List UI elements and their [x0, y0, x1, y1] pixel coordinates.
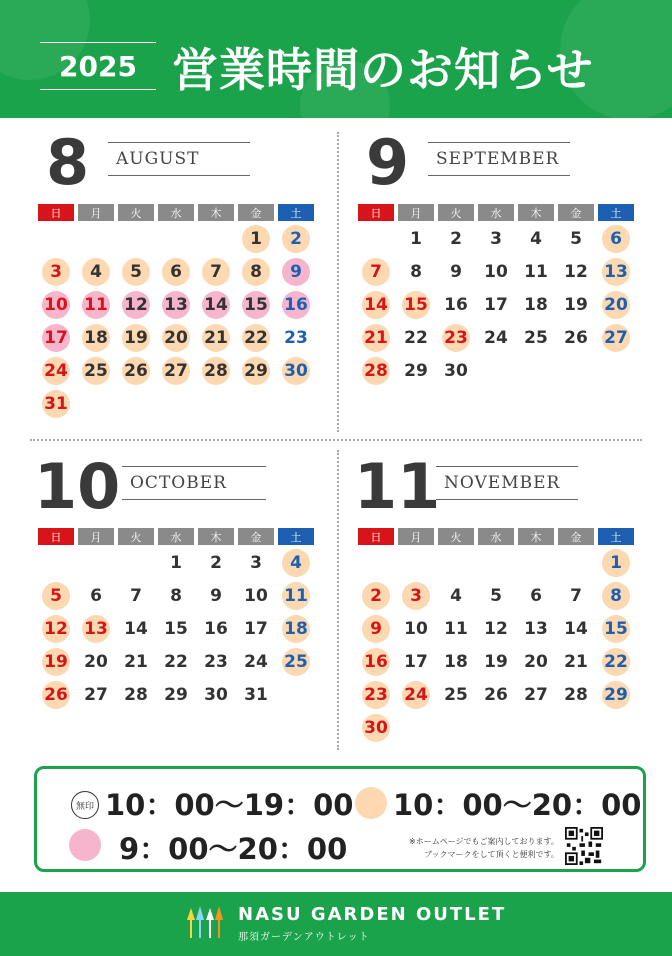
normal-hours: 10：00〜19：00 — [105, 788, 354, 822]
pink-swatch — [69, 829, 101, 861]
calendar-november — [354, 450, 643, 756]
calendar-day: 22 — [404, 328, 428, 348]
weekday-1: 月 — [398, 204, 434, 221]
vertical-divider-bottom — [337, 450, 339, 750]
outlet-name: NASU GARDEN OUTLET — [238, 904, 507, 925]
calendar-day: 8 — [410, 262, 422, 282]
calendar-day: 18 — [82, 324, 110, 352]
calendar-day: 14 — [564, 619, 588, 639]
weekday-3: 水 — [158, 528, 194, 545]
month-number: 11 — [354, 450, 441, 523]
calendar-day: 27 — [162, 357, 190, 385]
calendar-day: 9 — [362, 615, 390, 643]
weekday-1: 月 — [398, 528, 434, 545]
calendar-day: 1 — [242, 225, 270, 253]
month-name: OCTOBER — [122, 466, 266, 500]
weekday-5: 金 — [558, 528, 594, 545]
calendar-day: 10 — [42, 291, 70, 319]
calendar-day: 23 — [442, 324, 470, 352]
calendar-day: 6 — [162, 258, 190, 286]
weekday-6: 土 — [278, 204, 314, 221]
calendar-day: 17 — [244, 619, 268, 639]
calendar-day: 28 — [564, 685, 588, 705]
month-name: SEPTEMBER — [428, 142, 570, 176]
calendar-day: 4 — [82, 258, 110, 286]
calendar-day: 17 — [484, 295, 508, 315]
calendar-day: 1 — [410, 229, 422, 249]
calendar-day: 13 — [162, 291, 190, 319]
calendar-day: 8 — [602, 582, 630, 610]
calendar-day: 7 — [130, 586, 142, 606]
calendar-day: 8 — [242, 258, 270, 286]
calendar-day: 18 — [444, 652, 468, 672]
calendar-day: 13 — [602, 258, 630, 286]
calendar-day: 1 — [602, 549, 630, 577]
month-number: 10 — [34, 450, 121, 523]
calendar-day: 18 — [282, 615, 310, 643]
calendar-day: 9 — [450, 262, 462, 282]
calendar-day: 3 — [250, 553, 262, 573]
calendar-day: 20 — [162, 324, 190, 352]
calendar-day: 28 — [362, 357, 390, 385]
calendar-day: 25 — [524, 328, 548, 348]
calendar-day: 31 — [42, 390, 70, 418]
weekday-2: 火 — [118, 204, 154, 221]
calendar-day: 20 — [602, 291, 630, 319]
weekday-0: 日 — [358, 528, 394, 545]
weekday-0: 日 — [38, 204, 74, 221]
weekday-3: 水 — [478, 204, 514, 221]
calendar-day: 5 — [570, 229, 582, 249]
calendar-day: 11 — [444, 619, 468, 639]
free-badge: 無印 — [71, 791, 99, 819]
website-note — [409, 835, 559, 861]
weekday-4: 木 — [198, 204, 234, 221]
calendar-day: 21 — [362, 324, 390, 352]
calendar-day: 27 — [524, 685, 548, 705]
calendar-day: 6 — [530, 586, 542, 606]
month-name: NOVEMBER — [436, 466, 578, 500]
calendar-day: 29 — [242, 357, 270, 385]
weekday-4: 木 — [198, 528, 234, 545]
calendar-day: 7 — [362, 258, 390, 286]
weekday-1: 月 — [78, 528, 114, 545]
weekday-4: 木 — [518, 528, 554, 545]
note-line1: ※ホームページでもご案内しております。 — [409, 837, 559, 846]
calendar-day: 3 — [402, 582, 430, 610]
calendar-day: 3 — [490, 229, 502, 249]
calendar-day: 14 — [202, 291, 230, 319]
calendar-day: 28 — [124, 685, 148, 705]
calendar-day: 11 — [524, 262, 548, 282]
calendar-day: 2 — [282, 225, 310, 253]
weekday-header — [38, 204, 314, 221]
calendar-day: 17 — [42, 324, 70, 352]
calendar-day: 22 — [602, 648, 630, 676]
weekday-2: 火 — [118, 528, 154, 545]
horizontal-divider — [30, 439, 642, 441]
calendar-day: 16 — [282, 291, 310, 319]
calendar-day: 19 — [122, 324, 150, 352]
footer — [0, 892, 672, 956]
weekday-6: 土 — [598, 528, 634, 545]
weekday-header — [358, 204, 634, 221]
calendar-day: 2 — [362, 582, 390, 610]
calendar-day: 25 — [82, 357, 110, 385]
calendar-day: 16 — [444, 295, 468, 315]
calendar-day: 26 — [42, 681, 70, 709]
calendar-day: 3 — [42, 258, 70, 286]
calendar-day: 23 — [362, 681, 390, 709]
calendar-day: 21 — [124, 652, 148, 672]
weekday-5: 金 — [238, 528, 274, 545]
calendar-august — [38, 126, 323, 432]
calendar-day: 22 — [164, 652, 188, 672]
calendar-day: 5 — [122, 258, 150, 286]
month-number: 9 — [366, 126, 410, 199]
weekday-5: 金 — [558, 204, 594, 221]
calendar-day: 24 — [42, 357, 70, 385]
calendar-day: 2 — [450, 229, 462, 249]
calendar-day: 12 — [564, 262, 588, 282]
weekday-0: 日 — [358, 204, 394, 221]
calendar-day: 17 — [404, 652, 428, 672]
calendar-day: 15 — [242, 291, 270, 319]
year-label: 2025 — [40, 42, 156, 90]
calendar-day: 19 — [484, 652, 508, 672]
weekday-header — [358, 528, 634, 545]
calendar-day: 8 — [170, 586, 182, 606]
calendar-day: 26 — [484, 685, 508, 705]
calendar-day: 7 — [570, 586, 582, 606]
hours-legend — [34, 766, 646, 872]
calendar-day: 12 — [122, 291, 150, 319]
calendar-day: 25 — [444, 685, 468, 705]
weekday-2: 火 — [438, 528, 474, 545]
month-number: 8 — [46, 126, 90, 199]
weekday-5: 金 — [238, 204, 274, 221]
calendar-day: 15 — [164, 619, 188, 639]
calendar-day: 9 — [282, 258, 310, 286]
calendar-day: 31 — [244, 685, 268, 705]
calendar-day: 30 — [204, 685, 228, 705]
qr-code-icon[interactable] — [565, 827, 603, 865]
orange-hours: 10：00〜20：00 — [393, 788, 642, 822]
calendar-day: 1 — [170, 553, 182, 573]
calendar-day: 25 — [282, 648, 310, 676]
calendar-day: 30 — [444, 361, 468, 381]
outlet-subname: 那須ガーデンアウトレット — [238, 932, 370, 943]
calendar-day: 29 — [404, 361, 428, 381]
weekday-2: 火 — [438, 204, 474, 221]
calendar-day: 2 — [210, 553, 222, 573]
calendar-day: 16 — [204, 619, 228, 639]
calendar-day: 14 — [362, 291, 390, 319]
tree-logo-icon — [186, 906, 224, 940]
calendar-day: 10 — [484, 262, 508, 282]
calendar-day: 29 — [602, 681, 630, 709]
calendar-day: 10 — [244, 586, 268, 606]
calendar-day: 10 — [404, 619, 428, 639]
calendar-day: 26 — [122, 357, 150, 385]
weekday-4: 木 — [518, 204, 554, 221]
calendar-day: 18 — [524, 295, 548, 315]
calendar-day: 19 — [564, 295, 588, 315]
calendar-day: 4 — [450, 586, 462, 606]
calendar-day: 13 — [82, 615, 110, 643]
calendar-day: 21 — [564, 652, 588, 672]
pink-hours: 9：00〜20：00 — [119, 832, 348, 866]
weekday-0: 日 — [38, 528, 74, 545]
calendar-october — [34, 450, 323, 756]
weekday-3: 水 — [478, 528, 514, 545]
calendar-day: 24 — [402, 681, 430, 709]
weekday-1: 月 — [78, 204, 114, 221]
calendar-day: 27 — [84, 685, 108, 705]
calendar-day: 16 — [362, 648, 390, 676]
calendar-day: 15 — [602, 615, 630, 643]
weekday-header — [38, 528, 314, 545]
calendar-day: 5 — [490, 586, 502, 606]
calendar-day: 5 — [42, 582, 70, 610]
calendar-day: 11 — [82, 291, 110, 319]
calendar-day: 30 — [362, 714, 390, 742]
calendar-day: 21 — [202, 324, 230, 352]
calendar-day: 12 — [484, 619, 508, 639]
calendar-day: 22 — [242, 324, 270, 352]
calendar-day: 9 — [210, 586, 222, 606]
calendar-day: 20 — [524, 652, 548, 672]
page-title: 営業時間のお知らせ — [172, 43, 594, 97]
calendar-day: 20 — [84, 652, 108, 672]
vertical-divider-top — [337, 132, 339, 432]
calendar-day: 23 — [204, 652, 228, 672]
weekday-6: 土 — [598, 204, 634, 221]
calendar-day: 27 — [602, 324, 630, 352]
calendar-day: 24 — [244, 652, 268, 672]
calendar-day: 6 — [602, 225, 630, 253]
calendar-day: 7 — [202, 258, 230, 286]
calendar-day: 12 — [42, 615, 70, 643]
weekday-3: 水 — [158, 204, 194, 221]
calendar-day: 13 — [524, 619, 548, 639]
calendar-day: 6 — [90, 586, 102, 606]
note-line2: ブックマークをして頂くと便利です。 — [424, 850, 559, 859]
calendar-day: 30 — [282, 357, 310, 385]
calendar-day: 23 — [284, 328, 308, 348]
weekday-6: 土 — [278, 528, 314, 545]
header-banner — [0, 0, 672, 118]
calendar-day: 28 — [202, 357, 230, 385]
calendar-day: 4 — [282, 549, 310, 577]
calendar-day: 24 — [484, 328, 508, 348]
calendar-september — [358, 126, 643, 432]
calendar-day: 29 — [164, 685, 188, 705]
orange-swatch — [355, 787, 387, 819]
calendar-day: 4 — [530, 229, 542, 249]
month-name: AUGUST — [108, 142, 250, 176]
calendar-day: 15 — [402, 291, 430, 319]
calendar-day: 11 — [282, 582, 310, 610]
calendar-day: 19 — [42, 648, 70, 676]
calendar-day: 14 — [124, 619, 148, 639]
calendar-day: 26 — [564, 328, 588, 348]
